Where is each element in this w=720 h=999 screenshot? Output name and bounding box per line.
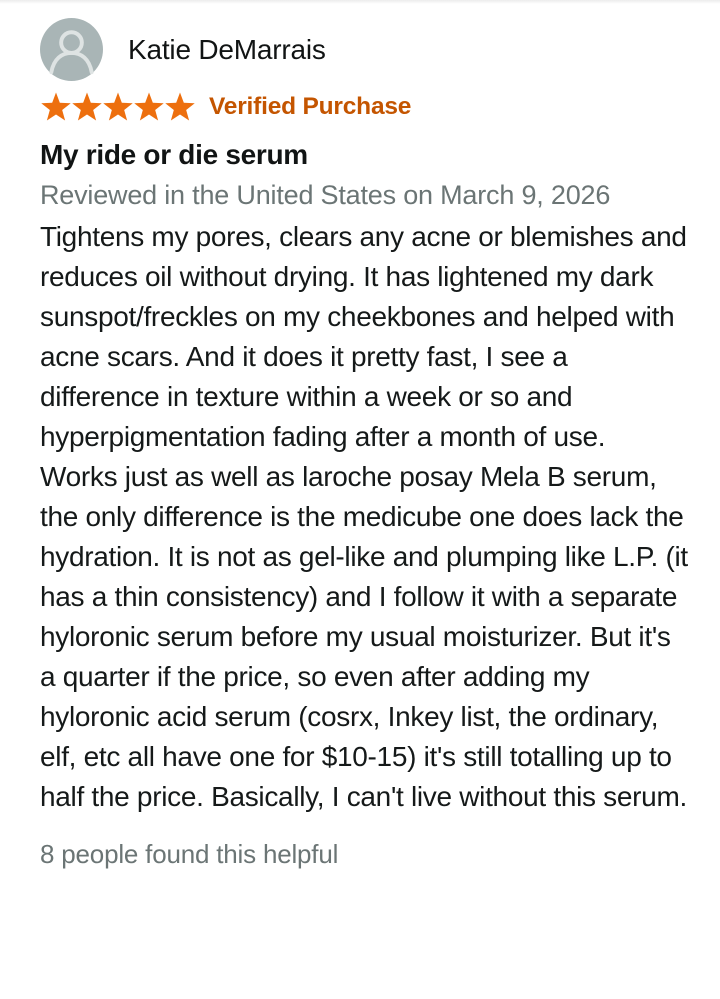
person-icon xyxy=(40,18,103,81)
review-title[interactable]: My ride or die serum xyxy=(40,139,308,170)
verified-purchase-badge[interactable]: Verified Purchase xyxy=(209,93,412,120)
star-rating xyxy=(40,91,195,123)
star-icon xyxy=(164,91,196,123)
star-icon xyxy=(71,91,103,123)
review-body-text: Tightens my pores, clears any acne or blemishes and reduces oil without drying. It has lightened my dark sunspot/freckles on my cheekbones and helped with acne scars. And it does it pretty fast, I see a difference in texture within a week or so and hyperpigmentation fading after a month of use. Works just as well as laroche posay Mela B serum, the only difference is the medicube one does lack the hydration. It is not as gel-like and plumping like L.P. (it has a thin consistency) and I follow it with a separate hyloronic serum before my usual moisturizer. But it's a quarter if the price, so even after adding my hyloronic acid serum (cosrx, Inkey list, the ordinary, elf, etc all have one for $10-15) it's still totalling up to half the price. Basically, I can't live without this serum. xyxy=(40,221,688,812)
reviewer-name[interactable]: Katie DeMarrais xyxy=(128,33,326,65)
review-date: Reviewed in the United States on March 9, 2026 xyxy=(40,180,611,210)
rating-row[interactable] xyxy=(40,91,680,123)
star-icon xyxy=(102,91,134,123)
avatar[interactable] xyxy=(40,18,103,81)
helpful-count-text: 8 people found this helpful xyxy=(40,839,339,869)
review-card xyxy=(0,4,720,870)
star-icon xyxy=(133,91,165,123)
star-icon xyxy=(40,91,72,123)
reviewer-header xyxy=(40,18,680,81)
